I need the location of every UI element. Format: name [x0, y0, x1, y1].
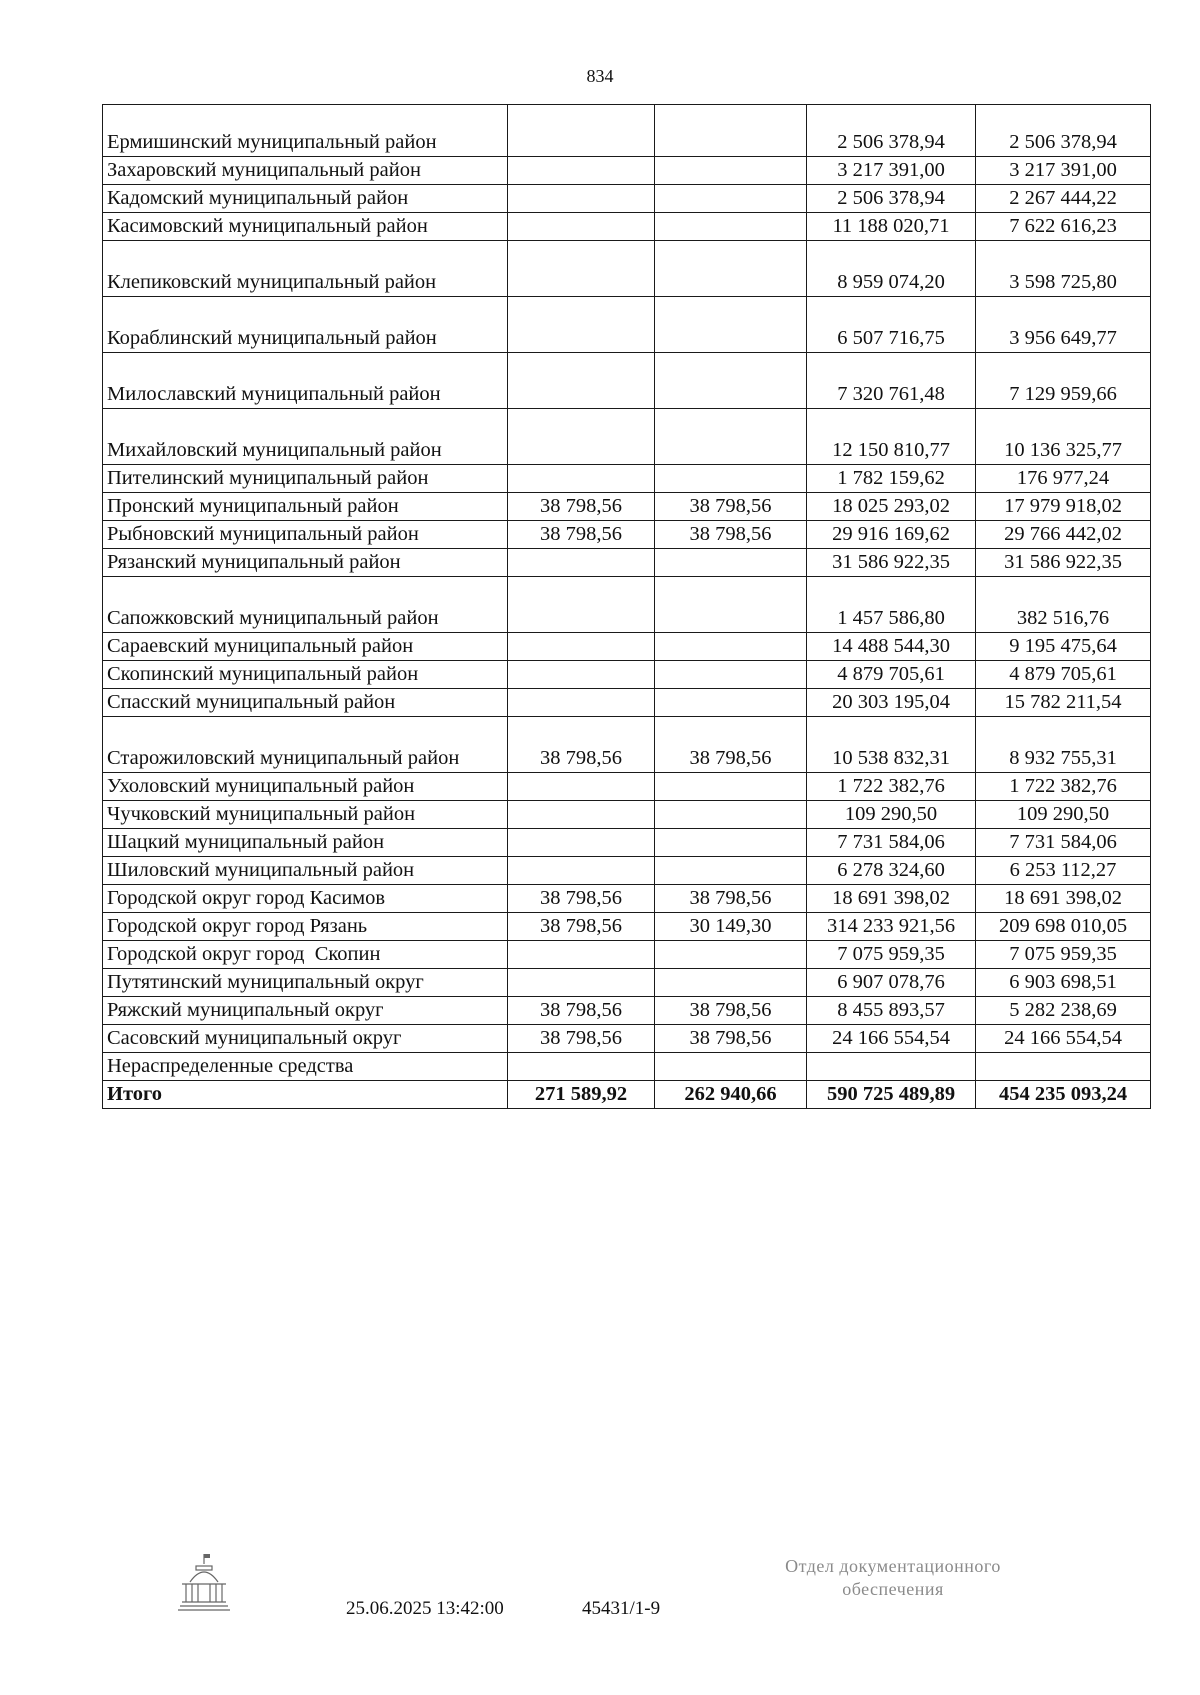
row-value-3: 4 879 705,61 [807, 661, 976, 689]
row-value-3: 18 025 293,02 [807, 493, 976, 521]
row-name: Путятинский муниципальный округ [103, 969, 508, 997]
row-value-4: 7 129 959,66 [976, 353, 1151, 409]
row-value-3: 109 290,50 [807, 801, 976, 829]
row-value-1 [508, 157, 655, 185]
table-row [103, 1053, 1151, 1081]
row-value-1 [508, 241, 655, 297]
row-value-3: 20 303 195,04 [807, 689, 976, 717]
row-value-4: 3 598 725,80 [976, 241, 1151, 297]
duma-building-logo [176, 1552, 232, 1616]
row-value-2 [655, 297, 807, 353]
table-row [103, 493, 1151, 521]
row-value-4: 209 698 010,05 [976, 913, 1151, 941]
stamp-line-2: обеспечения [842, 1579, 944, 1599]
row-value-2 [655, 969, 807, 997]
print-datetime: 25.06.2025 13:42:00 [346, 1598, 504, 1619]
row-value-3: 6 907 078,76 [807, 969, 976, 997]
row-value-3: 314 233 921,56 [807, 913, 976, 941]
table-row [103, 969, 1151, 997]
row-name: Кадомский муниципальный район [103, 185, 508, 213]
document-number: 45431/1-9 [582, 1598, 661, 1619]
row-name: Шиловский муниципальный район [103, 857, 508, 885]
row-value-1: 38 798,56 [508, 717, 655, 773]
table-row [103, 409, 1151, 465]
row-value-4: 6 253 112,27 [976, 857, 1151, 885]
department-stamp [738, 1555, 1048, 1601]
row-value-2: 38 798,56 [655, 493, 807, 521]
row-value-3: 14 488 544,30 [807, 633, 976, 661]
total-value-4: 454 235 093,24 [976, 1081, 1151, 1109]
row-value-4: 3 217 391,00 [976, 157, 1151, 185]
row-name: Рыбновский муниципальный район [103, 521, 508, 549]
row-name: Городской округ город Рязань [103, 913, 508, 941]
table-row [103, 913, 1151, 941]
row-value-1 [508, 1053, 655, 1081]
row-value-4: 3 956 649,77 [976, 297, 1151, 353]
row-value-4: 2 506 378,94 [976, 105, 1151, 157]
row-value-2 [655, 409, 807, 465]
table-row [103, 829, 1151, 857]
total-value-1: 271 589,92 [508, 1081, 655, 1109]
row-value-2 [655, 941, 807, 969]
row-value-1: 38 798,56 [508, 997, 655, 1025]
row-value-4 [976, 1053, 1151, 1081]
row-value-1: 38 798,56 [508, 913, 655, 941]
row-value-2 [655, 1053, 807, 1081]
table-row [103, 1025, 1151, 1053]
row-name: Пронский муниципальный район [103, 493, 508, 521]
row-value-4: 2 267 444,22 [976, 185, 1151, 213]
row-value-3: 7 731 584,06 [807, 829, 976, 857]
table-row [103, 717, 1151, 773]
row-name: Пителинский муниципальный район [103, 465, 508, 493]
stamp-line-1: Отдел документационного [785, 1556, 1001, 1576]
row-value-2: 38 798,56 [655, 717, 807, 773]
row-value-4: 1 722 382,76 [976, 773, 1151, 801]
total-value-3: 590 725 489,89 [807, 1081, 976, 1109]
row-value-2 [655, 577, 807, 633]
row-value-1 [508, 941, 655, 969]
row-value-3: 7 320 761,48 [807, 353, 976, 409]
row-name: Сараевский муниципальный район [103, 633, 508, 661]
row-value-4: 7 731 584,06 [976, 829, 1151, 857]
row-value-3: 8 959 074,20 [807, 241, 976, 297]
table-row [103, 105, 1151, 157]
row-name: Ермишинский муниципальный район [103, 105, 508, 157]
row-value-2 [655, 241, 807, 297]
row-value-3: 1 782 159,62 [807, 465, 976, 493]
row-value-1 [508, 577, 655, 633]
row-value-3: 24 166 554,54 [807, 1025, 976, 1053]
table-row [103, 857, 1151, 885]
row-value-2 [655, 353, 807, 409]
table-row [103, 801, 1151, 829]
row-value-1 [508, 633, 655, 661]
row-value-2 [655, 661, 807, 689]
row-value-4: 4 879 705,61 [976, 661, 1151, 689]
table-row [103, 353, 1151, 409]
row-value-1: 38 798,56 [508, 885, 655, 913]
row-name: Рязанский муниципальный район [103, 549, 508, 577]
row-name: Ряжский муниципальный округ [103, 997, 508, 1025]
row-value-3: 6 507 716,75 [807, 297, 976, 353]
row-value-3: 29 916 169,62 [807, 521, 976, 549]
row-value-2 [655, 857, 807, 885]
table-row [103, 521, 1151, 549]
row-value-1 [508, 661, 655, 689]
row-name: Старожиловский муниципальный район [103, 717, 508, 773]
row-name: Клепиковский муниципальный район [103, 241, 508, 297]
row-value-1 [508, 829, 655, 857]
row-value-3: 10 538 832,31 [807, 717, 976, 773]
row-value-3: 31 586 922,35 [807, 549, 976, 577]
row-name: Нераспределенные средства [103, 1053, 508, 1081]
table-row [103, 213, 1151, 241]
row-value-3: 12 150 810,77 [807, 409, 976, 465]
total-label: Итого [103, 1081, 508, 1109]
table-row [103, 633, 1151, 661]
row-value-1 [508, 969, 655, 997]
row-value-1 [508, 549, 655, 577]
row-name: Ухоловский муниципальный район [103, 773, 508, 801]
row-value-3: 1 722 382,76 [807, 773, 976, 801]
table-row [103, 241, 1151, 297]
row-name: Городской округ город Касимов [103, 885, 508, 913]
row-value-1 [508, 801, 655, 829]
row-value-2 [655, 157, 807, 185]
row-value-4: 8 932 755,31 [976, 717, 1151, 773]
row-name: Захаровский муниципальный район [103, 157, 508, 185]
row-value-1 [508, 773, 655, 801]
row-value-2: 38 798,56 [655, 1025, 807, 1053]
row-value-4: 9 195 475,64 [976, 633, 1151, 661]
table-row [103, 577, 1151, 633]
row-value-3: 2 506 378,94 [807, 105, 976, 157]
table-row [103, 661, 1151, 689]
row-value-1 [508, 353, 655, 409]
row-value-2: 30 149,30 [655, 913, 807, 941]
table-row [103, 885, 1151, 913]
row-value-2: 38 798,56 [655, 997, 807, 1025]
row-value-4: 17 979 918,02 [976, 493, 1151, 521]
table-row [103, 297, 1151, 353]
row-value-3: 3 217 391,00 [807, 157, 976, 185]
total-value-2: 262 940,66 [655, 1081, 807, 1109]
row-value-3: 1 457 586,80 [807, 577, 976, 633]
row-value-2 [655, 465, 807, 493]
row-value-2: 38 798,56 [655, 885, 807, 913]
row-value-4: 31 586 922,35 [976, 549, 1151, 577]
row-name: Спасский муниципальный район [103, 689, 508, 717]
row-value-4: 7 075 959,35 [976, 941, 1151, 969]
table-row [103, 689, 1151, 717]
row-name: Скопинский муниципальный район [103, 661, 508, 689]
row-value-1 [508, 689, 655, 717]
table-row [103, 465, 1151, 493]
table-row [103, 941, 1151, 969]
row-value-3: 6 278 324,60 [807, 857, 976, 885]
row-value-3: 7 075 959,35 [807, 941, 976, 969]
row-value-4: 29 766 442,02 [976, 521, 1151, 549]
row-value-1 [508, 857, 655, 885]
table-row [103, 185, 1151, 213]
row-value-4: 7 622 616,23 [976, 213, 1151, 241]
row-value-1 [508, 297, 655, 353]
row-value-4: 109 290,50 [976, 801, 1151, 829]
row-value-2 [655, 801, 807, 829]
table-row [103, 997, 1151, 1025]
row-value-4: 18 691 398,02 [976, 885, 1151, 913]
row-value-4: 176 977,24 [976, 465, 1151, 493]
row-value-2 [655, 689, 807, 717]
table-row [103, 157, 1151, 185]
table-row [103, 773, 1151, 801]
row-name: Милославский муниципальный район [103, 353, 508, 409]
row-value-2: 38 798,56 [655, 521, 807, 549]
row-value-2 [655, 549, 807, 577]
row-value-3: 8 455 893,57 [807, 997, 976, 1025]
row-value-3: 18 691 398,02 [807, 885, 976, 913]
row-value-4: 6 903 698,51 [976, 969, 1151, 997]
row-value-4: 382 516,76 [976, 577, 1151, 633]
row-name: Сасовский муниципальный округ [103, 1025, 508, 1053]
row-value-3: 2 506 378,94 [807, 185, 976, 213]
row-name: Сапожковский муниципальный район [103, 577, 508, 633]
row-value-2 [655, 213, 807, 241]
row-value-3 [807, 1053, 976, 1081]
row-value-4: 5 282 238,69 [976, 997, 1151, 1025]
row-value-2 [655, 633, 807, 661]
row-value-4: 10 136 325,77 [976, 409, 1151, 465]
row-name: Кораблинский муниципальный район [103, 297, 508, 353]
row-name: Городской округ город Скопин [103, 941, 508, 969]
row-name: Чучковский муниципальный район [103, 801, 508, 829]
row-value-1: 38 798,56 [508, 1025, 655, 1053]
total-row [103, 1081, 1151, 1109]
row-value-4: 15 782 211,54 [976, 689, 1151, 717]
row-value-1 [508, 213, 655, 241]
table-row [103, 549, 1151, 577]
row-name: Михайловский муниципальный район [103, 409, 508, 465]
row-value-1 [508, 409, 655, 465]
page-number: 834 [586, 66, 614, 86]
row-value-1 [508, 105, 655, 157]
row-value-3: 11 188 020,71 [807, 213, 976, 241]
row-value-2 [655, 105, 807, 157]
budget-table [102, 104, 1151, 1109]
row-value-1 [508, 185, 655, 213]
row-name: Касимовский муниципальный район [103, 213, 508, 241]
row-value-4: 24 166 554,54 [976, 1025, 1151, 1053]
row-value-2 [655, 829, 807, 857]
row-value-1: 38 798,56 [508, 493, 655, 521]
row-value-1: 38 798,56 [508, 521, 655, 549]
row-value-2 [655, 773, 807, 801]
row-value-1 [508, 465, 655, 493]
row-value-2 [655, 185, 807, 213]
row-name: Шацкий муниципальный район [103, 829, 508, 857]
